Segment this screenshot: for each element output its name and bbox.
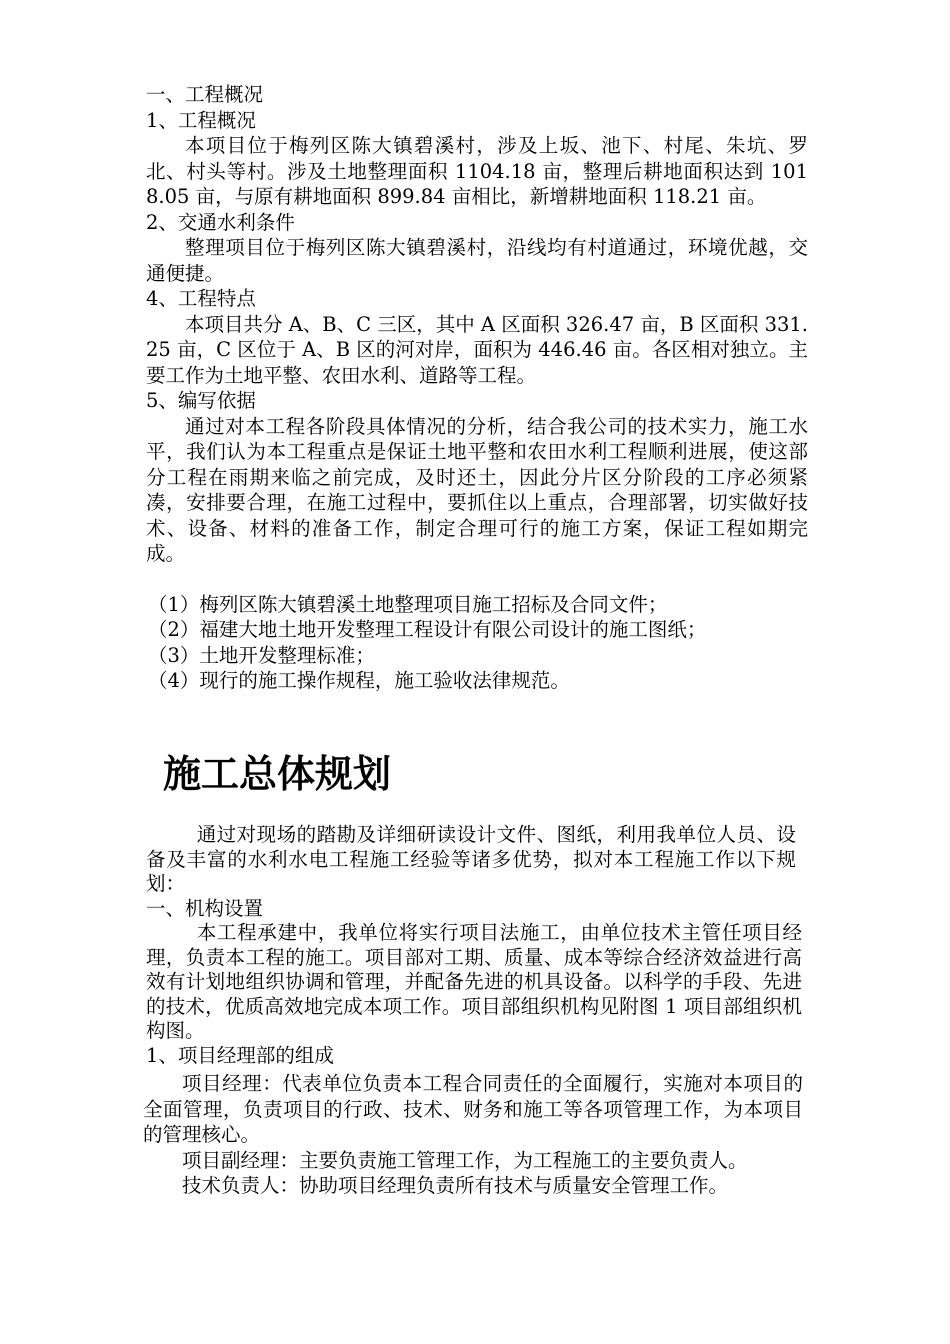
project-overview-section xyxy=(146,82,826,694)
reference-item: （1）梅列区陈大镇碧溪土地整理项目施工招标及合同文件； xyxy=(148,592,668,616)
subheading-basis: 5、编写依据 xyxy=(146,389,256,412)
roles-section xyxy=(143,1071,823,1199)
plan-section xyxy=(146,823,826,1068)
reference-item: （2）福建大地土地开发整理工程设计有限公司设计的施工图纸； xyxy=(148,618,707,641)
paragraph-plan-intro: 通过对现场的踏勘及详细研读设计文件、图纸，利用我单位人员、设备及丰富的水利水电工程施工经验等诸多优势，拟对本工程施工作以下规划： xyxy=(146,823,796,895)
paragraph-organization: 本工程承建中，我单位将实行项目法施工，由单位技术主管任项目经理，负责本工程的施工。项目部对工期、质量、成本等综合经济效益进行高效有计划地组织协调和管理，并配备先进的机具设备。以科学的手段、先进的技术，优质高效地完成本项工作。项目部组织机构见附图 1 项目部组织机构图。 xyxy=(146,921,802,1042)
overview-heading: 一、工程概况 xyxy=(146,83,264,106)
paragraph-role: 技术负责人：协助项目经理负责所有技术与质量安全管理工作。 xyxy=(182,1174,729,1197)
reference-item: （4）现行的施工操作规程，施工验收法律规范。 xyxy=(148,669,570,692)
paragraph-basis: 通过对本工程各阶段具体情况的分析，结合我公司的技术实力，施工水平，我们认为本工程重点是保证土地平整和农田水利工程顺利进展，使这部分工程在雨期来临之前完成，及时还土，因此分片区分阶段的工序必须紧凑，安排要合理，在施工过程中，要抓住以上重点，合理部署，切实做好技术、设备、材料的准备工作，制定合理可行的施工方案，保证工程如期完成。 xyxy=(146,414,808,565)
paragraph-role: 项目副经理：主要负责施工管理工作，为工程施工的主要负责人。 xyxy=(182,1148,748,1172)
subheading-transport: 2、交通水利条件 xyxy=(146,210,295,234)
reference-list xyxy=(148,592,826,694)
paragraph-project-overview: 本项目位于梅列区陈大镇碧溪村，涉及上坂、池下、村尾、朱坑、罗北、村头等村。涉及土地整理面积 1104.18 亩，整理后耕地面积达到 1018.05 亩，与原有耕地面积 899.84 亩相比，新增耕地面积 118.21 亩。 xyxy=(146,134,808,208)
subheading-organization: 一、机构设置 xyxy=(146,896,264,920)
paragraph-role: 项目经理：代表单位负责本工程合同责任的全面履行，实施对本项目的全面管理，负责项目的行政、技术、财务和施工等各项管理工作，为本项目的管理核心。 xyxy=(143,1072,803,1146)
reference-item: （3）土地开发整理标准； xyxy=(148,643,375,667)
subheading-features: 4、工程特点 xyxy=(146,287,256,310)
section-title: 施工总体规划 xyxy=(163,751,392,796)
subheading-pm-composition: 1、项目经理部的组成 xyxy=(146,1043,334,1067)
subheading-project-overview: 1、工程概况 xyxy=(146,108,256,132)
paragraph-features: 本项目共分 A、B、C 三区，其中 A 区面积 326.47 亩，B 区面积 331.25 亩，C 区位于 A、B 区的河对岸，面积为 446.46 亩。各区相对独立。主要工作为土地平整、农田水利、道路等工程。 xyxy=(146,312,808,387)
paragraph-transport: 整理项目位于梅列区陈大镇碧溪村，沿线均有村道通过，环境优越，交通便捷。 xyxy=(146,236,808,285)
